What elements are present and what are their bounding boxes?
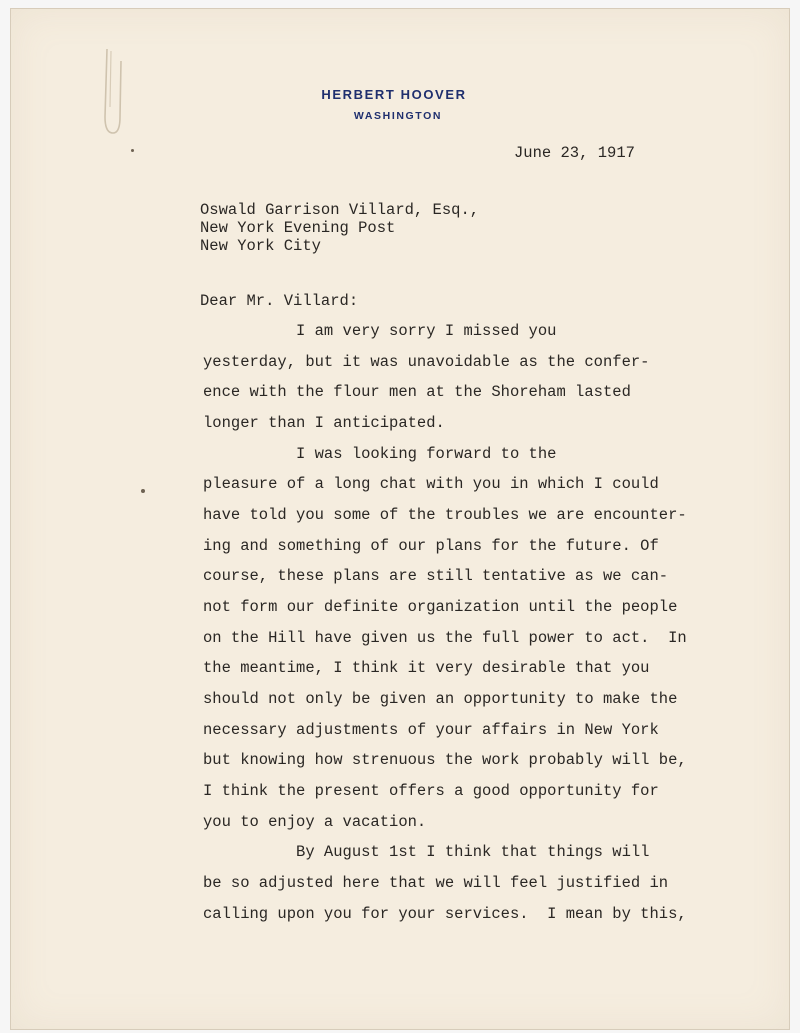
salutation: Dear Mr. Villard: [200,292,359,310]
body-line: I think the present offers a good opportunity for [203,782,659,800]
body-line: necessary adjustments of your affairs in New York [203,721,659,739]
body-line: have told you some of the troubles we are encounter- [203,506,687,524]
paper-speck [141,489,145,493]
body-line: should not only be given an opportunity to make the [203,690,678,708]
letterhead-name: HERBERT HOOVER [321,87,467,102]
body-line: on the Hill have given us the full power to act. In [203,629,687,647]
recipient-line: New York Evening Post [200,219,396,237]
letterhead-place: WASHINGTON [353,110,443,122]
body-line: longer than I anticipated. [203,414,445,432]
body-line: I was looking forward to the [203,445,557,463]
body-line: but knowing how strenuous the work probably will be, [203,751,687,769]
body-line: I am very sorry I missed you [203,322,557,340]
recipient-line: Oswald Garrison Villard, Esq., [200,201,480,219]
body-line: you to enjoy a vacation. [203,813,427,831]
body-line: pleasure of a long chat with you in which I could [203,475,659,493]
body-line: yesterday, but it was unavoidable as the confer- [203,353,650,371]
letter-page [10,8,790,1030]
body-line: ence with the flour men at the Shoreham lasted [203,383,631,401]
body-line: not form our definite organization until the people [203,598,678,616]
body-line: By August 1st I think that things will [203,843,650,861]
body-line: calling upon you for your services. I mean by this, [203,905,687,923]
letter-date: June 23, 1917 [514,144,635,162]
body-line: course, these plans are still tentative as we can- [203,567,669,585]
paper-speck [131,149,134,152]
body-line: the meantime, I think it very desirable that you [203,659,650,677]
body-line: be so adjusted here that we will feel justified in [203,874,669,892]
body-line: ing and something of our plans for the future. Of [203,537,659,555]
recipient-line: New York City [200,237,321,255]
